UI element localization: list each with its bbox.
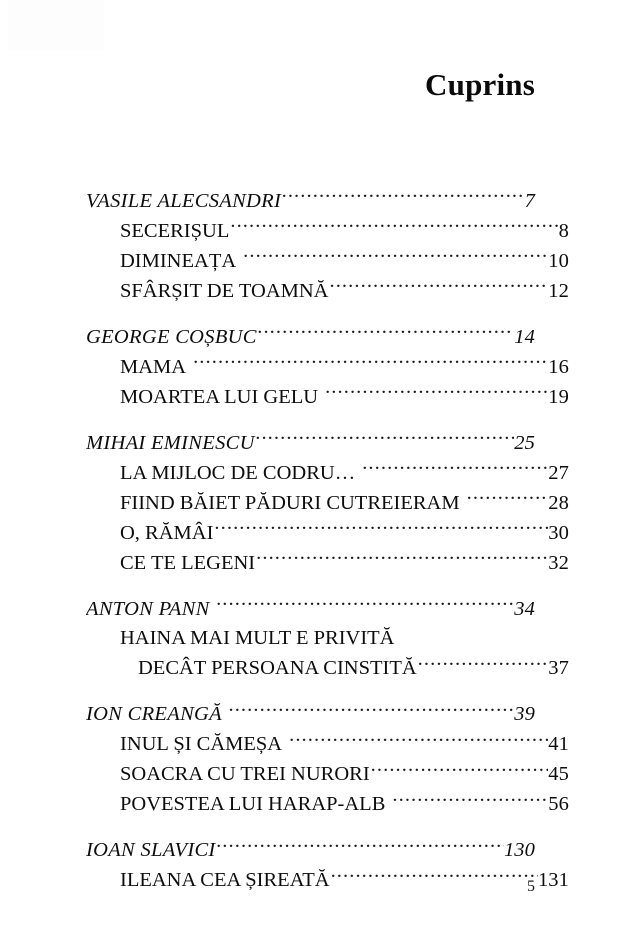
dot-leader [362, 458, 548, 479]
toc-entry-work[interactable] [86, 518, 569, 548]
toc-group [86, 594, 569, 684]
dot-leader [282, 186, 525, 207]
entry-page-number: 39 [514, 703, 535, 725]
toc-entry-author[interactable] [86, 322, 535, 352]
entry-page-number: 41 [548, 733, 569, 755]
scan-artifact [8, 0, 104, 50]
entry-page-number: 19 [548, 385, 569, 408]
work-title-line-1: HAINA MAI MULT E PRIVITĂ [120, 627, 395, 649]
work-title: SFÂRȘIT DE TOAMNĂ [120, 279, 329, 302]
toc-entry-author[interactable] [86, 186, 535, 216]
toc-entry-work[interactable] [86, 382, 569, 412]
entry-page-number: 32 [548, 551, 569, 574]
toc-entry-work[interactable] [86, 548, 569, 578]
author-name: GEORGE COȘBUC [86, 325, 257, 348]
toc-entry-work[interactable] [86, 488, 569, 518]
work-title: DIMINEAȚA [120, 249, 237, 272]
author-name: IOAN SLAVICI [86, 839, 216, 861]
toc-entry-work[interactable] [86, 352, 569, 382]
toc-group [86, 428, 569, 578]
entry-page-number: 34 [514, 597, 535, 620]
work-title: MOARTEA LUI GELU [120, 385, 319, 408]
author-name: ION CREANGĂ [86, 703, 222, 725]
entry-page-number: 131 [537, 869, 569, 891]
work-title: SOACRA CU TREI NURORI [120, 763, 370, 785]
author-name: MIHAI EMINESCU [86, 431, 255, 454]
dot-leader [229, 700, 514, 721]
entry-page-number: 10 [548, 249, 569, 272]
author-name: ANTON PANN [86, 597, 210, 620]
dot-leader [289, 730, 548, 751]
dot-leader [243, 246, 548, 267]
dot-leader [214, 518, 548, 539]
work-title: LA MIJLOC DE CODRU… [120, 461, 356, 484]
dot-leader [193, 352, 548, 373]
page-folio-number: 5 [527, 878, 535, 895]
dot-leader [256, 548, 548, 569]
dot-leader [256, 428, 515, 449]
author-name: VASILE ALECSANDRI [86, 189, 282, 212]
toc-entry-work[interactable] [86, 276, 569, 306]
entry-page-number: 37 [548, 657, 569, 679]
entry-page-number: 7 [524, 189, 535, 212]
toc-entry-work[interactable] [86, 760, 569, 790]
work-title: FIIND BĂIET PĂDURI CUTREIERAM [120, 491, 460, 514]
toc-entry-author[interactable] [86, 428, 535, 458]
work-title: INUL ȘI CĂMEȘA [120, 733, 283, 755]
toc-entry-author[interactable] [86, 836, 535, 866]
work-title: CE TE LEGENI [120, 551, 256, 574]
dot-leader [217, 836, 504, 857]
work-title: ILEANA CEA ȘIREATĂ [120, 869, 330, 891]
toc-entry-work[interactable] [86, 216, 569, 246]
entry-page-number: 56 [548, 793, 569, 815]
dot-leader [371, 760, 549, 781]
dot-leader [230, 216, 558, 237]
entry-page-number: 16 [548, 355, 569, 378]
dot-leader [392, 790, 548, 811]
entry-page-number: 12 [548, 279, 569, 302]
toc-entry-author[interactable] [86, 594, 535, 624]
entry-page-number: 130 [503, 839, 535, 861]
work-title: O, RĂMÂI [120, 521, 214, 544]
dot-leader [329, 276, 548, 297]
toc-entry-work[interactable] [86, 246, 569, 276]
dot-leader [217, 594, 515, 615]
table-of-contents [86, 186, 569, 896]
page-title: Cuprins [425, 67, 535, 102]
dot-leader [418, 654, 549, 675]
dot-leader [325, 382, 548, 403]
toc-entry-author[interactable] [86, 700, 535, 730]
entry-page-number: 27 [548, 461, 569, 484]
dot-leader [467, 488, 549, 509]
work-title: SECERIȘUL [120, 219, 230, 242]
work-title: POVESTEA LUI HARAP-ALB [120, 793, 386, 815]
entry-page-number: 28 [548, 491, 569, 514]
work-title-line-2: DECÂT PERSOANA CINSTITĂ [138, 657, 417, 679]
toc-group [86, 186, 569, 306]
toc-group [86, 700, 569, 820]
toc-entry-work[interactable] [86, 458, 569, 488]
work-title: MAMA [120, 355, 187, 378]
work-title-line-2-row [120, 654, 569, 684]
entry-page-number: 45 [548, 763, 569, 785]
entry-page-number: 14 [514, 325, 535, 348]
toc-entry-work[interactable] [86, 790, 569, 820]
dot-leader [258, 322, 515, 343]
entry-page-number: 8 [558, 219, 569, 242]
entry-page-number: 30 [548, 521, 569, 544]
toc-entry-work[interactable] [86, 624, 569, 684]
toc-entry-work[interactable] [86, 730, 569, 760]
entry-page-number: 25 [514, 431, 535, 454]
toc-group [86, 322, 569, 412]
